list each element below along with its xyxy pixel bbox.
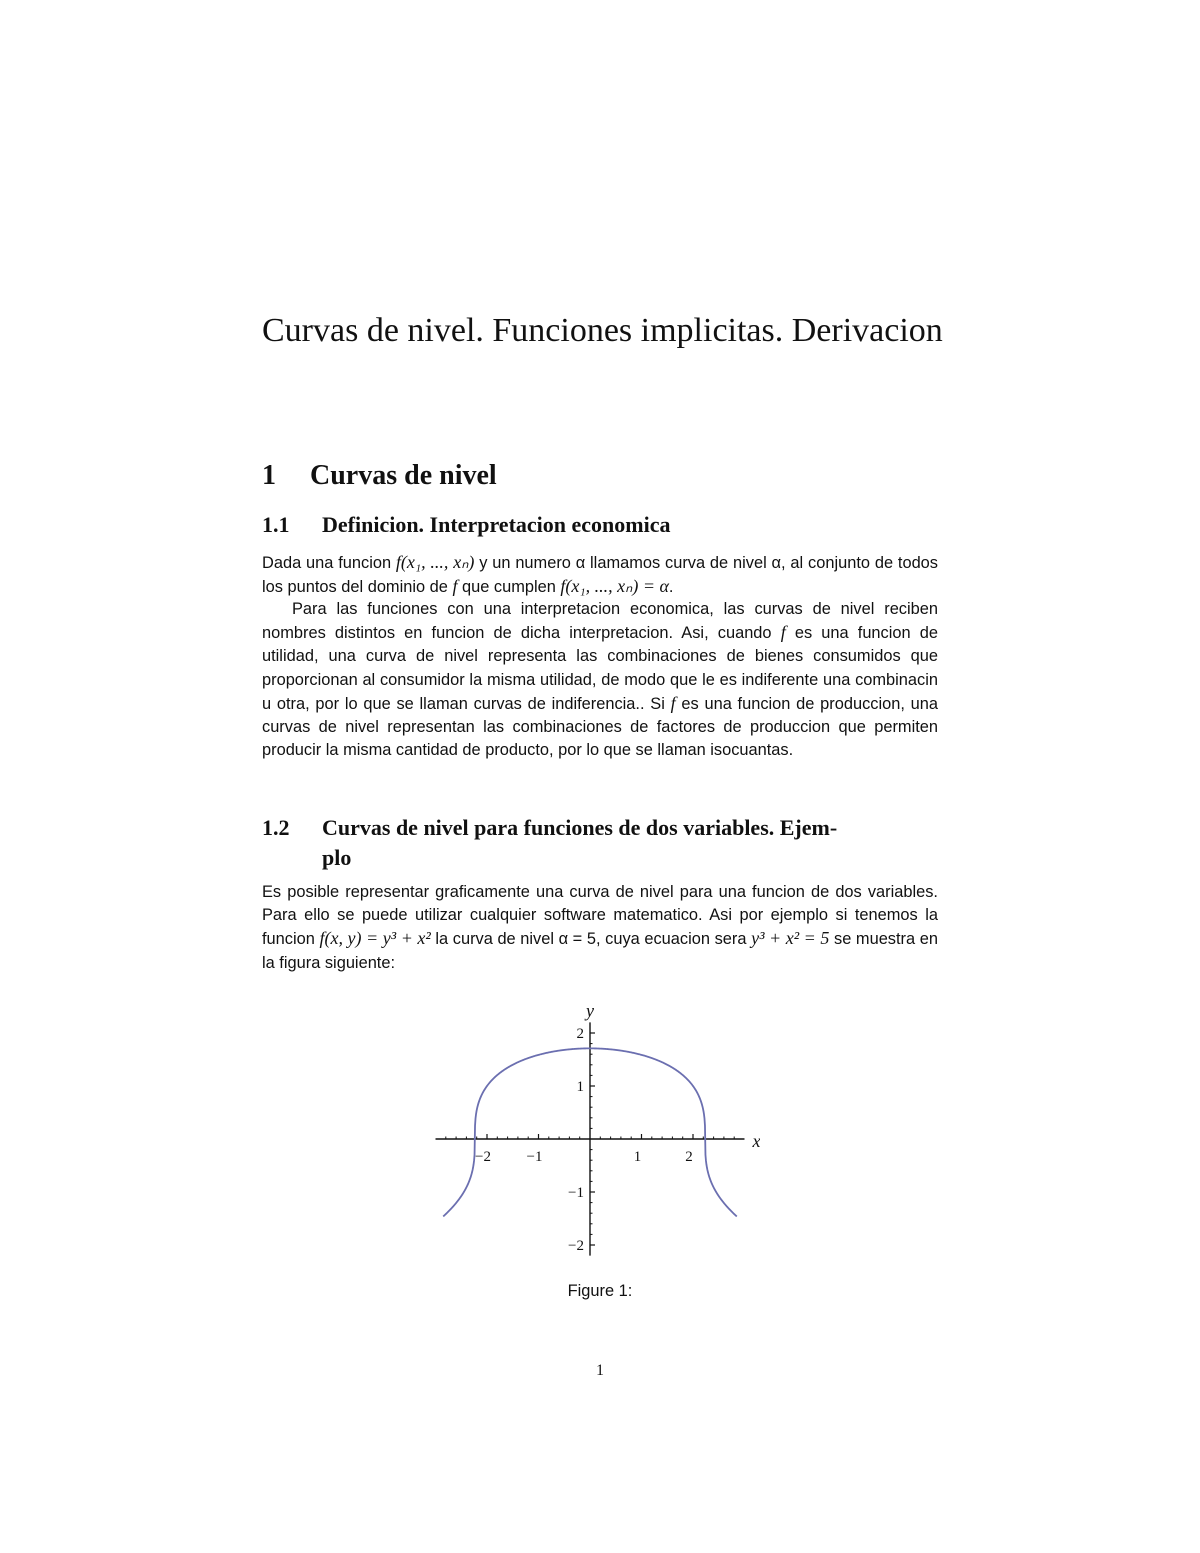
text-run: Para las funciones con una interpretacion economica, las curvas de nivel reciben nombres distintos en funcion de dicha interpretacion. Asi, cuando bbox=[262, 600, 938, 643]
subsection-title-line1: Curvas de nivel para funciones de dos variables. Ejem- bbox=[322, 815, 838, 840]
math-inline: f(x₁, ..., xₙ) bbox=[395, 552, 475, 572]
subsection-title: Definicion. Interpretacion economica bbox=[322, 512, 671, 537]
math-inline: f bbox=[670, 692, 676, 713]
math-inline: f(x, y) = y³ + x² bbox=[319, 928, 431, 949]
text-run: Es posible representar graficamente una curva de nivel para una funcion de dos variables. Para ello se puede utilizar cualquier software matematico. Asi por ejemplo si tenemos la funcion bbox=[262, 883, 938, 949]
page-title: Curvas de nivel. Funciones implicitas. Derivacion bbox=[262, 312, 943, 349]
y-tick-label: −1 bbox=[568, 1185, 584, 1201]
text-run: es una funcion de utilidad, una curva de nivel representa las combinaciones de bienes consumidos que proporcionan al consumidor la misma utilidad, de modo que le es indiferente una combinacin u otra, por lo que se llaman curvas de indiferencia.. Si bbox=[262, 624, 938, 713]
x-tick-label: −1 bbox=[526, 1149, 543, 1165]
subsection-title-line2: plo bbox=[322, 845, 352, 870]
y-tick-label: 1 bbox=[576, 1079, 584, 1095]
text-run: es una funcion de produccion, una curvas de nivel representan las combinaciones de factores de produccion que permiten producir la misma cantidad de producto, por lo que se llaman isocuantas. bbox=[262, 694, 938, 760]
paragraph-interpretation bbox=[262, 598, 938, 762]
subsection-number: 1.1 bbox=[262, 512, 290, 537]
figure-caption: Figure 1: bbox=[567, 1282, 633, 1300]
level-curve-figure bbox=[430, 996, 760, 1266]
major-ticks bbox=[475, 1026, 693, 1254]
math-inline: f bbox=[452, 576, 458, 597]
subsection-heading-1-1 bbox=[262, 512, 670, 538]
x-tick-label: −2 bbox=[475, 1149, 491, 1165]
x-axis-label: x bbox=[752, 1131, 760, 1151]
math-inline: f bbox=[780, 622, 786, 643]
paragraph-example bbox=[262, 881, 938, 975]
page-number: 1 bbox=[596, 1362, 604, 1379]
math-inline: y³ + x² = 5 bbox=[751, 928, 830, 949]
text-run: la curva de nivel α = 5, cuya ecuacion sera bbox=[430, 930, 752, 949]
text-run: se muestra en la figura siguiente: bbox=[262, 930, 938, 972]
section-title: Curvas de nivel bbox=[310, 460, 497, 491]
y-axis-label: y bbox=[586, 1000, 594, 1021]
text-run: y un numero α llamamos curva de nivel α, al conjunto de todos los puntos del dominio de bbox=[262, 554, 938, 597]
paragraph-definition bbox=[262, 551, 938, 599]
text-run: Dada una funcion bbox=[262, 554, 396, 572]
y-tick-label: −2 bbox=[568, 1238, 584, 1254]
section-number: 1 bbox=[262, 460, 276, 491]
text-run: que cumplen bbox=[457, 578, 561, 597]
math-inline: f(x₁, ..., xₙ) = α bbox=[560, 576, 669, 597]
x-tick-label: 1 bbox=[633, 1149, 642, 1165]
text-run: . bbox=[668, 578, 674, 597]
x-tick-label: 2 bbox=[685, 1149, 693, 1165]
y-tick-label: 2 bbox=[576, 1026, 584, 1042]
subsection-number: 1.2 bbox=[262, 815, 290, 840]
subsection-heading-1-2 bbox=[262, 815, 837, 841]
section-heading-1 bbox=[262, 460, 497, 492]
